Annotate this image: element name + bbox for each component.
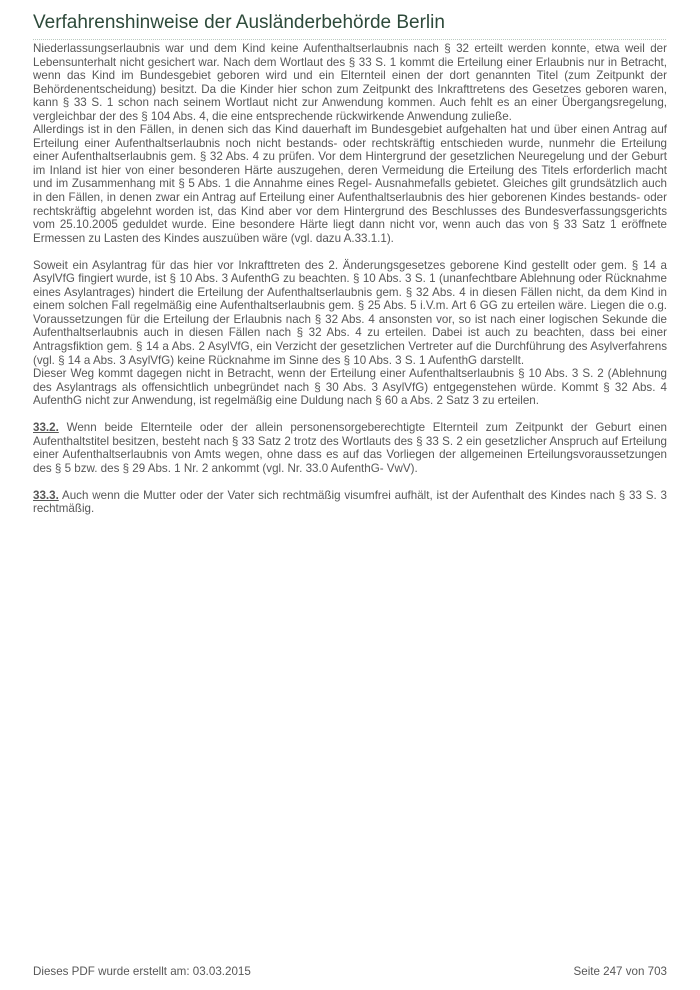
page-header <box>33 11 666 40</box>
section-text: Auch wenn die Mutter oder der Vater sich rechtmäßig visumfrei aufhält, ist der Aufenthalt des Kindes nach § 33 S. 3 rechtmäßig. <box>33 488 667 516</box>
paragraph: Niederlassungserlaubnis war und dem Kind keine Aufenthaltserlaubnis nach § 32 erteilt werden konnte, etwa weil der Lebensunterhalt nicht gesichert war. Nach dem Wortlaut des § 33 S. 1 kommt die Erteilung einer Erlaubnis nur in Betracht, wenn das Kind im Bundesgebiet geboren wird und ein Elternteil einen der dort genannten Titel (zum Zeitpunkt der Behördenentscheidung) besitzt. Da die Kinder hier schon zum Zeitpunkt des Inkrafttretens des Gesetzes geboren waren, kann § 33 S. 1 schon nach seinem Wortlaut nicht zur Anwendung kommen. Auch fehlt es an einer Übergangsregelung, vergleichbar der des § 104 Abs. 4, die eine entsprechende rückwirkende Anwendung zuließe. <box>33 42 667 123</box>
paragraph: Allerdings ist in den Fällen, in denen sich das Kind dauerhaft im Bundesgebiet aufgehalten hat und über einen Antrag auf Erteilung einer Aufenthaltserlaubnis noch nicht bestands- oder rechtskräftig entschieden wurde, nunmehr die Erteilung einer Aufenthaltserlaubnis gem. § 32 Abs. 4 zu prüfen. Vor dem Hintergrund der gesetzlichen Neuregelung und der Geburt im Inland ist hier von einer besonderen Härte auszugehen, deren Vermeidung die Erteilung des Titels erforderlich macht und im Zusammenhang mit § 5 Abs. 1 die Annahme eines Regel- Ausnahmefalls gebietet. Gleiches gilt grundsätzlich auch in den Fällen, in denen zwar ein Antrag auf Erteilung einer Aufenthaltserlaubnis des hier geborenen Kindes bestands- oder rechtskräftig abgelehnt worden ist, das Kind aber vor dem Hintergrund des Beschlusses des Bundesverfassungsgerichts vom 25.10.2005 geduldet wurde. Eine besondere Härte liegt dann nicht vor, wenn auch das von § 33 Satz 1 eröffnete Ermessen zu Lasten des Kindes auszuüben wäre (vgl. dazu A.33.1.1). <box>33 123 667 245</box>
page-title: Verfahrenshinweise der Ausländerbehörde Berlin <box>33 12 445 33</box>
section-33-2 <box>33 421 667 475</box>
page-number: Seite 247 von 703 <box>573 965 667 978</box>
section-33-3 <box>33 489 667 516</box>
document-body <box>33 42 667 516</box>
section-number: 33.2. <box>33 421 59 435</box>
creation-date-note: Dieses PDF wurde erstellt am: 03.03.2015 <box>33 965 251 978</box>
paragraph: Dieser Weg kommt dagegen nicht in Betracht, wenn der Erteilung einer Aufenthaltserlaubnis § 10 Abs. 3 S. 2 (Ablehnung des Asylantrags als offensichtlich unbegründet nach § 30 Abs. 3 AsylVfG) entgegenstehen würde. Kommt § 32 Abs. 4 AufenthG nicht zur Anwendung, ist regelmäßig eine Duldung nach § 60 a Abs. 2 Satz 3 zu erteilen. <box>33 367 667 408</box>
page-footer <box>33 965 667 978</box>
section-number: 33.3. <box>33 488 59 502</box>
section-text: Wenn beide Elternteile oder der allein personensorgeberechtigte Elternteil zum Zeitpunkt der Geburt einen Aufenthaltstitel besitzen, besteht nach § 33 Satz 2 trotz des Wortlauts des § 33 S. 2 ein gesetzlicher Anspruch auf Erteilung einer Aufenthaltserlaubnis von Amts wegen, ohne dass es auf das Vorliegen der allgemeinen Erteilungsvoraussetzungen des § 5 bzw. des § 29 Abs. 1 Nr. 2 ankommt (vgl. Nr. 33.0 AufenthG- VwV). <box>33 421 667 475</box>
paragraph: Soweit ein Asylantrag für das hier vor Inkrafttreten des 2. Änderungsgesetzes geborene Kind gestellt oder gem. § 14 a AsylVfG fingiert wurde, ist § 10 Abs. 3 AufenthG zu beachten. § 10 Abs. 3 S. 1 (unanfechtbare Ablehnung oder Rücknahme eines Asylantrages) hindert die Erteilung der Aufenthaltserlaubnis gem. § 32 Abs. 4 in diesen Fällen nicht, da dem Kind in einem solchen Fall regelmäßig eine Aufenthaltserlaubnis gem. § 25 Abs. 5 i.V.m. Art 6 GG zu erteilen wäre. Liegen die o.g. Voraussetzungen für die Erteilung der Erlaubnis nach § 32 Abs. 4 ansonsten vor, so ist nach einer logischen Sekunde die Aufenthaltserlaubnis auch in diesen Fällen nach § 32 Abs. 4 zu erteilen. Dabei ist auch zu beachten, dass bei einer Antragsfiktion gem. § 14 a Abs. 2 AsylVfG, ein Verzicht der gesetzlichen Vertreter auf die Durchführung des Asylverfahrens (vgl. § 14 a Abs. 3 AsylVfG) keine Rücknahme im Sinne des § 10 Abs. 3 S. 1 AufenthG darstellt. <box>33 258 667 367</box>
